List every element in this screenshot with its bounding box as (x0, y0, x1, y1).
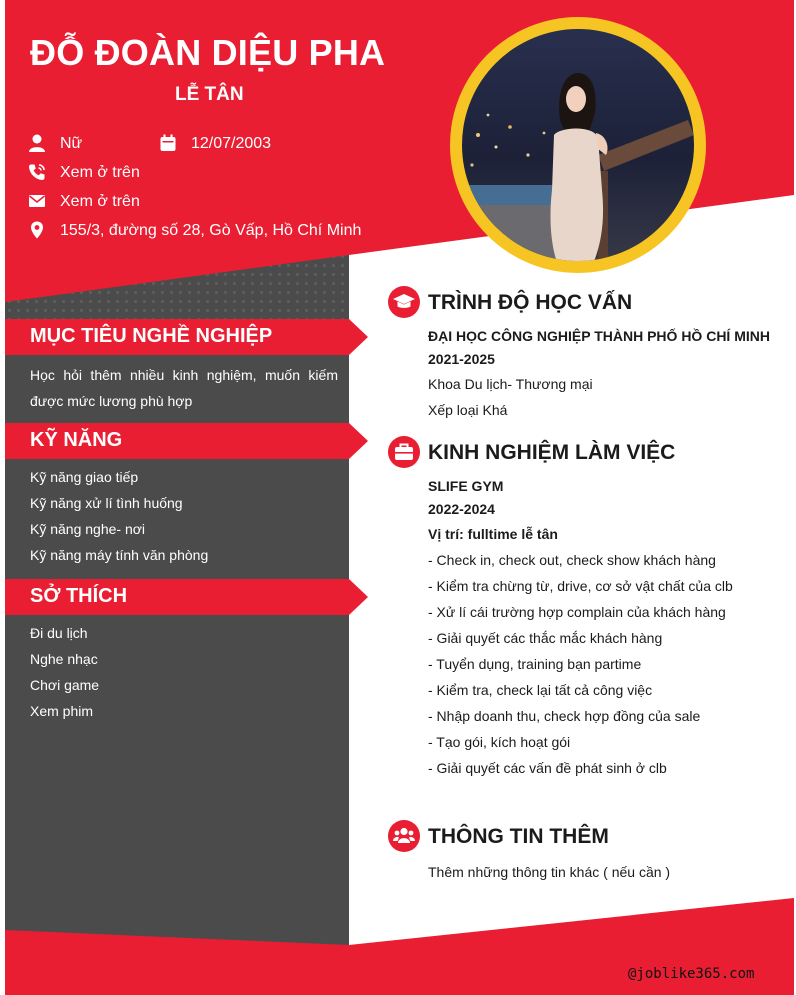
phone-icon (27, 162, 47, 182)
skill-item: Kỹ năng xử lí tình huống (30, 495, 183, 511)
hobby-item: Xem phim (30, 703, 94, 719)
experience-company: SLIFE GYM (428, 478, 504, 494)
extra-text: Thêm những thông tin khác ( nếu cần ) (428, 864, 671, 880)
experience-duty: - Giải quyết các thắc mắc khách hàng (428, 630, 663, 646)
cv-page (5, 0, 794, 995)
candidate-name: ĐỖ ĐOÀN DIỆU PHA (30, 32, 386, 73)
experience-years: 2022-2024 (428, 501, 495, 517)
candidate-role: LỄ TÂN (175, 84, 244, 105)
experience-position: Vị trí: fulltime lễ tân (428, 526, 558, 542)
experience-duty: - Tạo gói, kích hoạt gói (428, 734, 571, 750)
objective-heading (5, 319, 368, 355)
birthdate-value: 12/07/2003 (191, 135, 272, 152)
education-title: TRÌNH ĐỘ HỌC VẤN (428, 291, 633, 314)
hobby-item: Nghe nhạc (30, 651, 98, 667)
experience-duty: - Kiểm tra, check lại tất cả công việc (428, 682, 653, 698)
hobbies-heading (5, 579, 368, 615)
skill-item: Kỹ năng nghe- nơi (30, 521, 146, 537)
experience-duty: - Xử lí cái trường hợp complain của khách hàng (428, 604, 726, 620)
graduation-cap-icon (388, 286, 420, 318)
location-pin-icon (27, 220, 47, 240)
briefcase-icon (388, 436, 420, 468)
site-credit: @joblike365.com (628, 966, 755, 982)
experience-duty: - Kiểm tra chừng từ, drive, cơ sở vật chất của clb (428, 578, 733, 594)
education-school: ĐẠI HỌC CÔNG NGHIỆP THÀNH PHỐ HỒ CHÍ MINH (428, 328, 770, 344)
phone-value: Xem ở trên (60, 164, 140, 181)
education-faculty: Khoa Du lịch- Thương mại (428, 376, 593, 392)
skills-title: KỸ NĂNG (30, 429, 123, 451)
envelope-icon (27, 191, 47, 211)
hobby-item: Đi du lịch (30, 625, 88, 641)
experience-duty: - Tuyển dụng, training bạn partime (428, 656, 642, 672)
skills-heading (5, 423, 368, 459)
address-value: 155/3, đường số 28, Gò Vấp, Hồ Chí Minh (60, 222, 362, 239)
education-grade: Xếp loại Khá (428, 402, 508, 418)
email-value: Xem ở trên (60, 193, 140, 210)
education-years: 2021-2025 (428, 351, 495, 367)
gender-value: Nữ (60, 135, 83, 152)
experience-duty: - Nhập doanh thu, check hợp đồng của sale (428, 708, 701, 724)
objective-text: Học hỏi thêm nhiều kinh nghiệm, muốn kiếm được mức lương phù hợp (30, 367, 338, 409)
users-icon (388, 820, 420, 852)
hobbies-title: SỞ THÍCH (30, 585, 128, 607)
skill-item: Kỹ năng máy tính văn phòng (30, 547, 209, 563)
experience-duty: - Giải quyết các vấn đề phát sinh ở clb (428, 760, 667, 776)
calendar-icon (158, 133, 178, 153)
extra-title: THÔNG TIN THÊM (428, 825, 609, 848)
experience-duty: - Check in, check out, check show khách hàng (428, 552, 716, 568)
person-icon (27, 133, 47, 153)
profile-photo (448, 15, 708, 275)
hobby-item: Chơi game (30, 677, 100, 693)
experience-title: KINH NGHIỆM LÀM VIỆC (428, 441, 676, 464)
skill-item: Kỹ năng giao tiếp (30, 469, 139, 485)
objective-title: MỤC TIÊU NGHỀ NGHIỆP (30, 325, 273, 347)
